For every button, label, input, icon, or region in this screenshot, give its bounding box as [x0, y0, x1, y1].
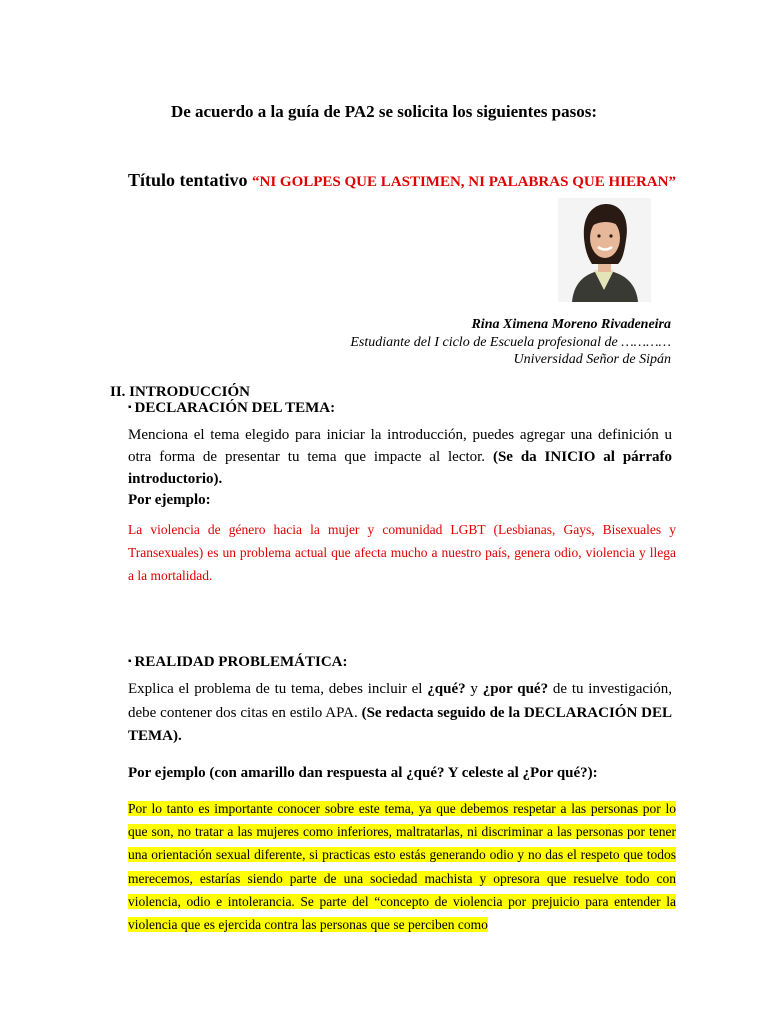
example-text-1: La violencia de género hacia la mujer y comunidad LGBT (Lesbianas, Gays, Bisexuales y Transexuales) es un problema actual que afecta mucho a nuestro país, genera odio, violencia y llega a la mortalidad.: [128, 522, 676, 583]
highlighted-text: Por lo tanto es importante conocer sobre este tema, ya que debemos respetar a las personas por lo que son, no tratar a las mujeres como inferiores, maltratarlas, ni discriminar a las personas por tener una orientación sexual diferente, si practicas esto estás generando odio y no das el respeto que todos merecemos, estarías siendo parte de una sociedad machista y opresora que resuelve todo con violencia, odio e intolerancia. Se parte del “concepto de violencia por prejuicio para entender la violencia que es ejercida contra las personas que se perciben como: [128, 801, 676, 933]
declaracion-note: (Se da INICIO al párrafo introductorio).: [128, 449, 672, 487]
declaracion-heading: [128, 400, 335, 417]
student-portrait-icon: [558, 198, 651, 302]
realidad-paragraph: [128, 678, 672, 749]
realidad-title: REALIDAD PROBLEMÁTICA:: [134, 654, 348, 670]
bullet-icon: ▪: [128, 402, 132, 413]
example-label-2: Por ejemplo (con amarillo dan respuesta al ¿qué? Y celeste al ¿Por qué?):: [128, 765, 598, 781]
section-title: II. INTRODUCCIÓN: [110, 384, 251, 400]
realidad-que: ¿qué?: [427, 681, 466, 697]
realidad-text-1: Explica el problema de tu tema, debes incluir el: [128, 681, 423, 697]
declaracion-text: Menciona el tema elegido para iniciar la introducción, puedes agregar una definición u otra forma de presentar tu tema que impacte al lector.: [128, 427, 672, 465]
page-heading: De acuerdo a la guía de PA2 se solicita los siguientes pasos:: [170, 102, 598, 121]
example-label-1: Por ejemplo:: [128, 492, 211, 508]
declaracion-title: DECLARACIÓN DEL TEMA:: [134, 400, 336, 416]
title-value: “NI GOLPES QUE LASTIMEN, NI PALABRAS QUE HIERAN”: [252, 174, 676, 190]
realidad-por-que: ¿por qué?: [482, 681, 549, 697]
author-name: Rina Ximena Moreno Rivadeneira: [471, 317, 671, 332]
bullet-icon: ▪: [128, 656, 132, 667]
realidad-text-3: de tu investigación, debe contener dos citas en estilo APA.: [128, 681, 673, 721]
title-line: [128, 170, 676, 191]
realidad-text-2: y: [470, 681, 478, 697]
declaracion-paragraph: [128, 424, 672, 490]
example-text-2: [128, 797, 676, 936]
realidad-note: (Se redacta seguido de la DECLARACIÓN DEL TEMA).: [128, 704, 673, 744]
author-university: Universidad Señor de Sipán: [513, 352, 671, 367]
author-block: [350, 316, 671, 369]
title-label: Título tentativo: [128, 170, 248, 190]
author-program: Estudiante del I ciclo de Escuela profesional de …………: [350, 334, 671, 350]
realidad-heading: [128, 654, 347, 671]
